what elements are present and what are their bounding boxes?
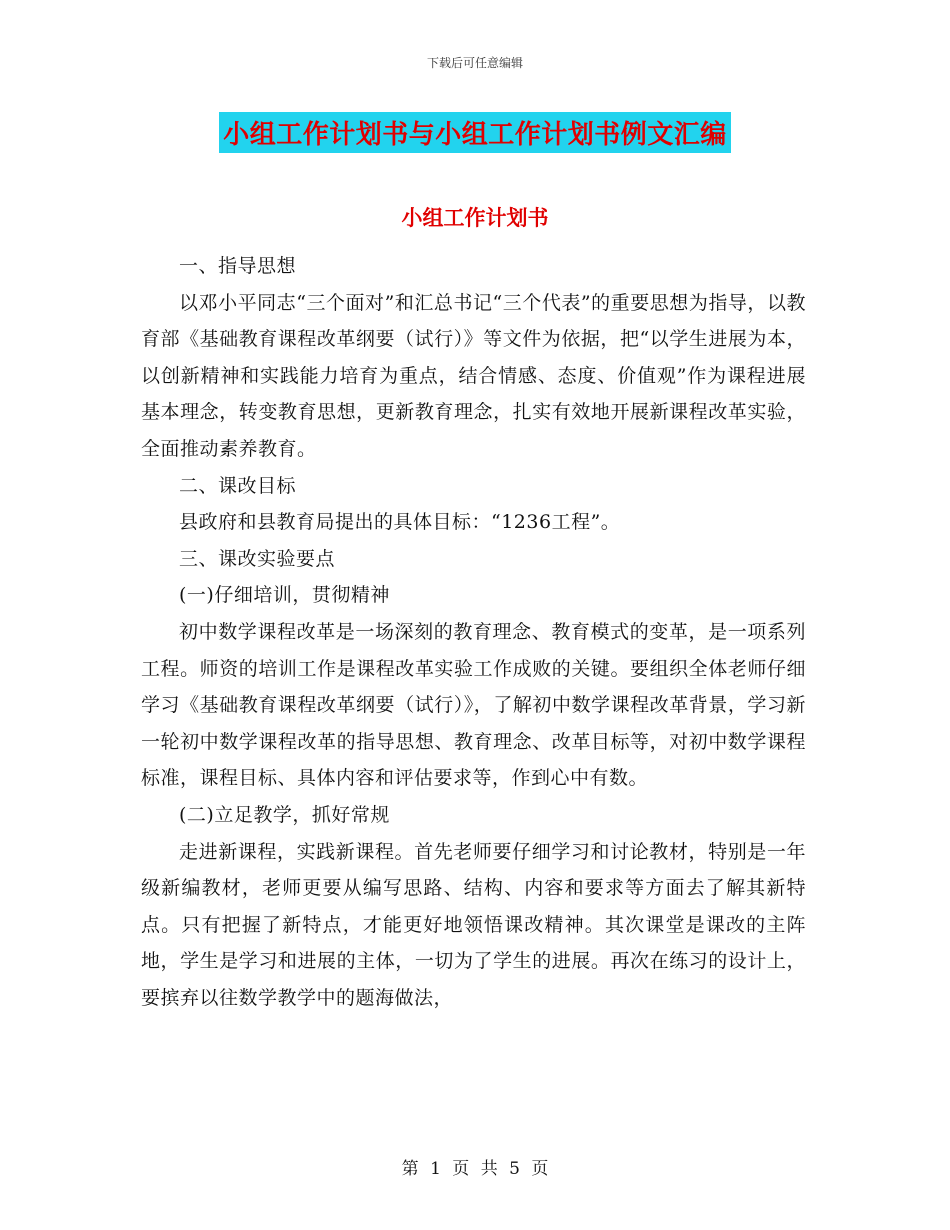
paragraph-teaching: 走进新课程，实践新课程。首先老师要仔细学习和讨论教材，特别是一年级新编教材，老师更要从编写思路、结构、内容和要求等方面去了解其新特点。只有把握了新特点，才能更好地领悟课改精神。其次课堂是课改的主阵地，学生是学习和进展的主体，一切为了学生的进展。再次在练习的设计上，要摈弃以往数学教学中的题海做法， [141,840,806,1009]
document-body [141,248,806,1016]
section-title: 小组工作计划书 [401,206,549,230]
heading-guiding-ideology: 一、指导思想 [179,255,297,277]
paragraph-reform-goals: 县政府和县教育局提出的具体目标：“1236工程”。 [179,511,621,534]
heading-experiment-points: 三、课改实验要点 [179,547,336,570]
subheading-teaching: (二)立足教学，抓好常规 [179,803,390,826]
subheading-training: (一)仔细培训，贯彻精神 [179,584,390,607]
main-title: 小组工作计划书与小组工作计划书例文汇编 [219,112,731,153]
page-number-footer: 第 1 页 共 5 页 [401,1159,549,1179]
main-title-wrapper [0,112,950,153]
paragraph-training: 初中数学课程改革是一场深刻的教育理念、教育模式的变革，是一项系列工程。师资的培训工作是课程改革实验工作成败的关键。要组织全体老师仔细学习《基础教育课程改革纲要（试行）》，了解初中数学课程改革背景，学习新一轮初中数学课程改革的指导思想、教育理念、改革目标等，对初中数学课程标准，课程目标、具体内容和评估要求等，作到心中有数。 [141,620,806,790]
heading-reform-goals: 二、课改目标 [179,474,297,497]
paragraph-guiding-ideology: 以邓小平同志“三个面对”和汇总书记“三个代表”的重要思想为指导，以教育部《基础教育课程改革纲要（试行）》等文件为依据，把“以学生进展为本，以创新精神和实践能力培育为重点，结合情感、态度、价值观”作为课程进展基本理念，转变教育思想，更新教育理念，扎实有效地开展新课程改革实验，全面推动素养教育。 [141,291,806,460]
header-note: 下载后可任意编辑 [426,56,523,70]
